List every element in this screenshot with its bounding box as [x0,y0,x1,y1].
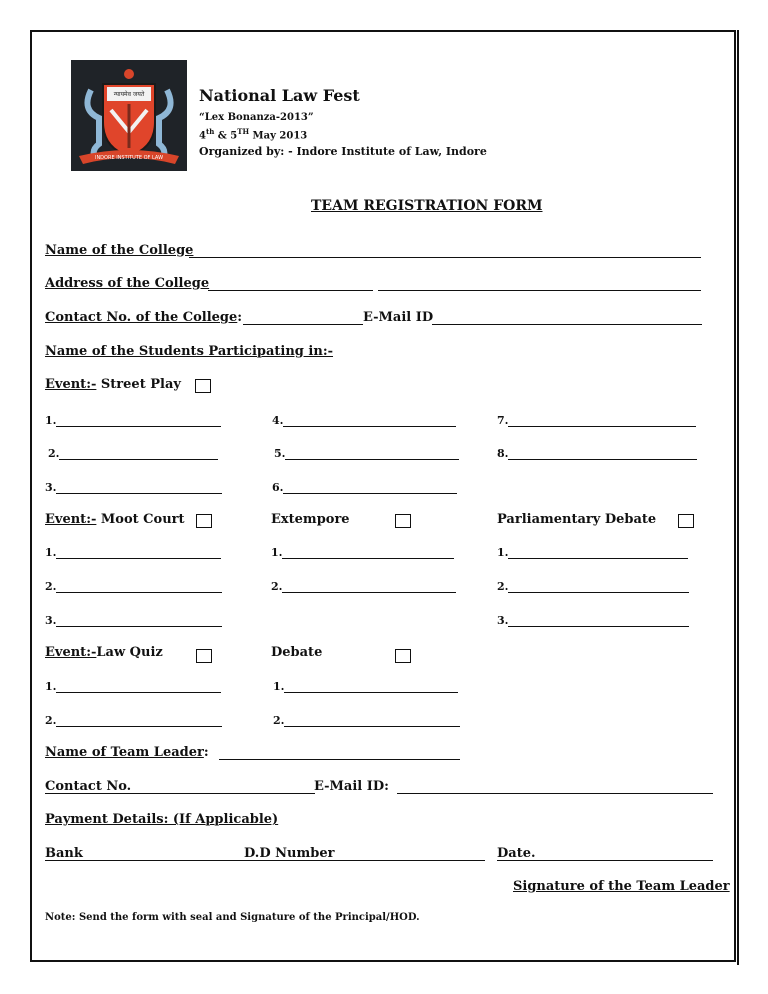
logo-emblem [71,60,187,171]
pd-field-2[interactable] [508,592,689,593]
college-name-field[interactable] [189,257,701,258]
law-quiz-checkbox[interactable] [196,649,212,663]
sp-num-7: 7. [497,414,509,427]
college-contact-label: Contact No. of the College: [45,310,243,325]
sp-num-2: 2. [48,447,60,460]
event-law-quiz-label: Event:-Law Quiz [45,645,163,660]
sp-field-6[interactable] [283,493,457,494]
team-leader-label: Name of Team Leader: [45,745,209,760]
sp-field-3[interactable] [56,493,222,494]
sp-field-4[interactable] [283,426,456,427]
leader-contact-field[interactable] [45,793,315,794]
sp-field-5[interactable] [285,459,459,460]
pd-field-1[interactable] [508,558,688,559]
pd-field-3[interactable] [508,626,689,627]
pd-num-1: 1. [497,546,509,559]
sp-num-5: 5. [274,447,286,460]
mc-field-1[interactable] [56,558,221,559]
parliamentary-checkbox[interactable] [678,514,694,528]
date-label: Date. [497,846,536,861]
sp-num-4: 4. [272,414,284,427]
event-street-play-label: Event:- Street Play [45,377,181,392]
sp-field-7[interactable] [508,426,696,427]
event-parliamentary-label: Parliamentary Debate [497,512,657,527]
lq-num-2: 2. [45,714,57,727]
sp-num-8: 8. [497,447,509,460]
event-debate-label: Debate [271,645,323,660]
college-name-label: Name of the College [45,243,194,258]
college-address-field-1[interactable] [208,290,373,291]
institute-logo [71,60,187,171]
db-field-1[interactable] [284,692,458,693]
sp-num-3: 3. [45,481,57,494]
fest-title: National Law Fest [199,86,360,105]
signature-label: Signature of the Team Leader [513,879,730,894]
leader-email-field[interactable] [397,793,713,794]
college-email-label: E-Mail ID [363,310,434,325]
lq-num-1: 1. [45,680,57,693]
logo-crest-text: न्यायमेव जयते [113,91,145,98]
team-leader-field[interactable] [219,759,460,760]
ex-num-2: 2. [271,580,283,593]
db-field-2[interactable] [284,726,460,727]
pd-num-2: 2. [497,580,509,593]
event-extempore-label: Extempore [271,512,350,527]
sp-num-1: 1. [45,414,57,427]
ex-num-1: 1. [271,546,283,559]
footer-note: Note: Send the form with seal and Signature of the Principal/HOD. [45,912,420,923]
leader-contact-label: Contact No. [45,779,132,794]
ex-field-1[interactable] [282,558,454,559]
dd-number-label: D.D Number [244,846,335,861]
mc-num-1: 1. [45,546,57,559]
pd-num-3: 3. [497,614,509,627]
lq-field-1[interactable] [56,692,221,693]
street-play-checkbox[interactable] [195,379,211,393]
college-contact-field[interactable] [243,324,363,325]
db-num-1: 1. [273,680,285,693]
payment-heading: Payment Details: (If Applicable) [45,812,279,827]
date-tail: May 2013 [249,130,308,142]
students-heading: Name of the Students Participating in:- [45,344,334,359]
sp-field-8[interactable] [508,459,697,460]
mc-field-2[interactable] [56,592,222,593]
organizer-line: Organized by: - Indore Institute of Law, Indore [199,145,487,158]
lq-field-2[interactable] [56,726,222,727]
mc-field-3[interactable] [56,626,222,627]
bank-label: Bank [45,846,83,861]
mc-num-2: 2. [45,580,57,593]
date-field[interactable] [497,860,713,861]
date-mid: & 5 [214,130,238,142]
form-title: TEAM REGISTRATION FORM [311,198,543,214]
fest-subtitle: “Lex Bonanza-2013” [199,112,314,123]
leader-email-label: E-Mail ID: [314,779,389,794]
debate-checkbox[interactable] [395,649,411,663]
db-num-2: 2. [273,714,285,727]
sp-num-6: 6. [272,481,284,494]
logo-ribbon-text: INDORE INSTITUTE OF LAW [94,155,164,161]
college-email-field[interactable] [432,324,702,325]
sp-field-1[interactable] [56,426,221,427]
moot-court-checkbox[interactable] [196,514,212,528]
college-address-field-2[interactable] [378,290,701,291]
date-sup2: TH [237,127,250,136]
date-day1: 4 [199,130,206,142]
fest-dates [199,127,307,141]
extempore-checkbox[interactable] [395,514,411,528]
sp-field-2[interactable] [59,459,218,460]
ex-field-2[interactable] [282,592,456,593]
college-address-label: Address of the College [45,276,210,291]
event-moot-court-label: Event:- Moot Court [45,512,185,527]
date-sup1: th [205,127,215,136]
mc-num-3: 3. [45,614,57,627]
